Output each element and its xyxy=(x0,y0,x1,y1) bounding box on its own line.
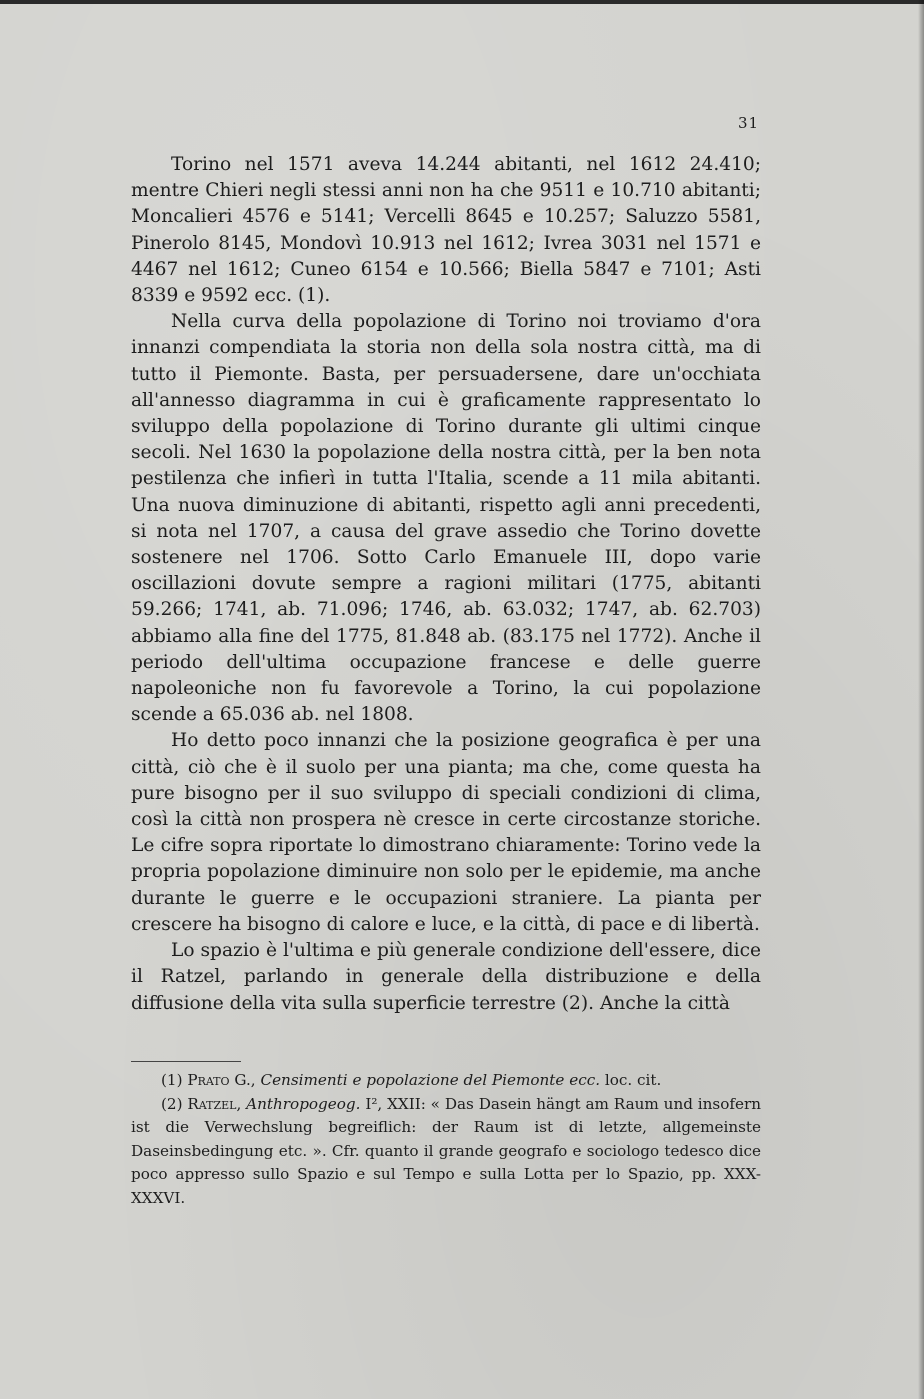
footnote-separator xyxy=(131,1061,241,1062)
footnote-marker: (2) xyxy=(161,1094,183,1113)
page-top-edge xyxy=(0,0,924,4)
footnote-1 xyxy=(131,1069,761,1093)
footnote-title: Anthropogeog. xyxy=(246,1094,361,1113)
footnote-author: Ratzel, xyxy=(187,1094,242,1113)
paragraph-2: Nella curva della popolazione di Torino noi troviamo d'ora innanzi compendiata la storia non della sola nostra città, ma di tutto il Piemonte. Basta, per persuadersene, dare un'occhiata all'annesso diagramma in cui è graficamente rappresentato lo sviluppo della popolazione di Torino durante gli ultimi cinque secoli. Nel 1630 la popolazione della nostra città, per la ben nota pestilenza che infierì in tutta l'Italia, scende a 11 mila abitanti. Una nuova diminuzione di abitanti, rispetto agli anni precedenti, si nota nel 1707, a causa del grave assedio che Torino dovette sostenere nel 1706. Sotto Carlo Emanuele III, dopo varie oscillazioni dovute sempre a ragioni militari (1775, abitanti 59.266; 1741, ab. 71.096; 1746, ab. 63.032; 1747, ab. 62.703) abbiamo alla fine del 1775, 81.848 ab. (83.175 nel 1772). Anche il periodo dell'ultima occupazione francese e delle guerre napoleoniche non fu favorevole a Torino, la cui popolazione scende a 65.036 ab. nel 1808. xyxy=(131,311,761,726)
footnotes xyxy=(131,1069,761,1210)
footnote-2 xyxy=(131,1093,761,1211)
paragraph-3: Ho detto poco innanzi che la posizione geografica è per una città, ciò che è il suolo per una pianta; ma che, come questa ha pure bisogno per il suo sviluppo di speciali condizioni di clima, così la città non prospera nè cresce in certe circostanze storiche. Le cifre sopra riportate lo dimostrano chiaramente: Torino vede la propria popolazione diminuire non solo per le epidemie, ma anche durante le guerre e le occupazioni straniere. La pianta per crescere ha bisogno di calore e luce, e la città, di pace e di libertà. xyxy=(131,730,761,935)
paragraph-1: Torino nel 1571 aveva 14.244 abitanti, nel 1612 24.410; mentre Chieri negli stessi anni non ha che 9511 e 10.710 abitanti; Moncalieri 4576 e 5141; Vercelli 8645 e 10.257; Saluzzo 5581, Pinerolo 8145, Mondovì 10.913 nel 1612; Ivrea 3031 nel 1571 e 4467 nel 1612; Cuneo 6154 e 10.566; Biella 5847 e 7101; Asti 8339 e 9592 ecc. (1). xyxy=(131,154,761,307)
footnote-author: Prato G., xyxy=(187,1071,256,1089)
body-text xyxy=(131,152,761,1017)
footnote-rest: loc. cit. xyxy=(604,1071,662,1089)
footnote-title: Censimenti e popolazione del Piemonte ecc. xyxy=(260,1071,601,1089)
footnote-marker: (1) xyxy=(161,1071,183,1089)
footnote-rest: I², XXII: « Das Dasein hängt am Raum und insofern ist die Verwechslung begreiflich: der Raum ist di letzte, allgemeinste Daseinsbedingung etc. ». Cfr. quanto il grande geografo e sociologo tedesco dice poco appresso sullo Spazio e sul Tempo e sulla Lotta per lo Spazio, pp. XXX-XXXVI. xyxy=(131,1094,762,1207)
paragraph-4: Lo spazio è l'ultima e più generale condizione dell'essere, dice il Ratzel, parlando in generale della distribuzione e della diffusione della vita sulla superficie terrestre (2). Anche la città xyxy=(131,940,761,1014)
page-right-edge-shadow xyxy=(918,0,924,1399)
page-number: 31 xyxy=(738,114,760,132)
